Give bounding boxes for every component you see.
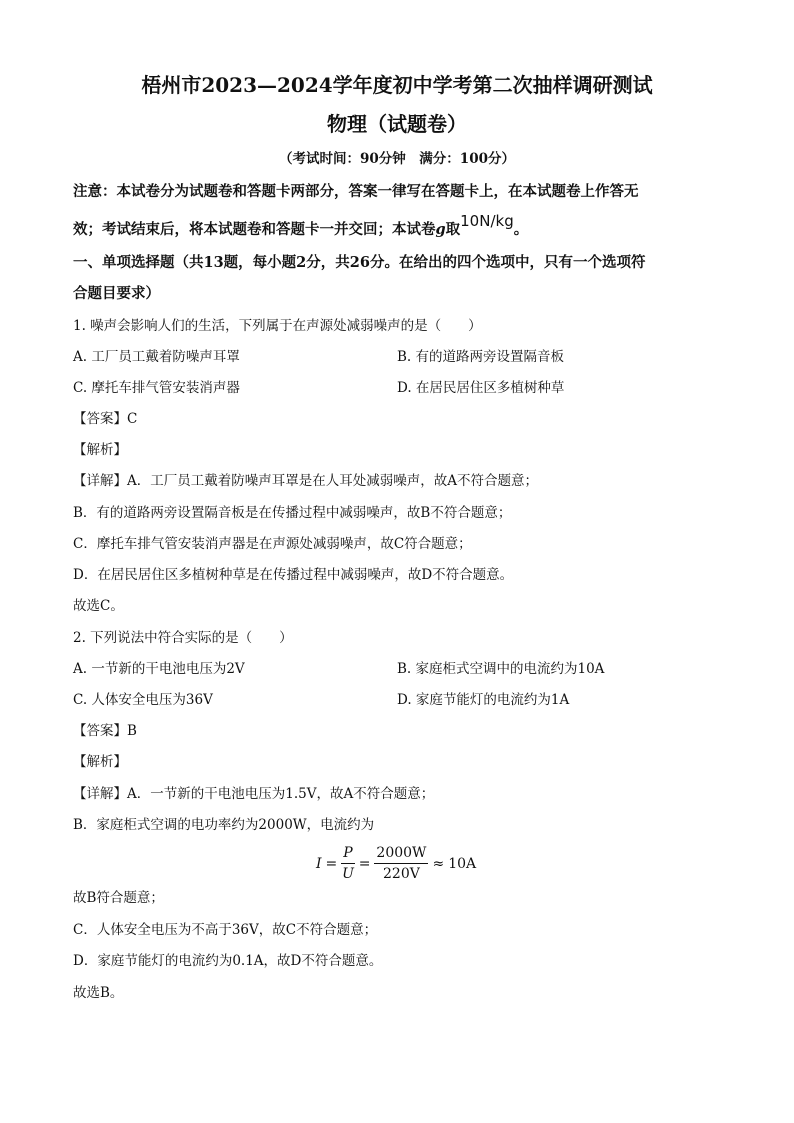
formula-numerator-p: P — [341, 844, 354, 864]
question-2-detail-d: D．家庭节能灯的电流约为0.1A，故D不符合题意。 — [73, 953, 383, 969]
notice-line-2 — [73, 212, 529, 239]
question-2-stem: 2. 下列说法中符合实际的是（ ） — [73, 630, 293, 646]
question-1-conclusion: 故选C。 — [73, 598, 124, 614]
question-2-detail-b-conclusion: 故B符合题意； — [73, 890, 164, 906]
notice-end: 。 — [513, 221, 529, 238]
formula-fraction-values — [374, 844, 428, 883]
question-2-option-d: D. 家庭节能灯的电流约为1A — [397, 692, 570, 708]
notice-take: 取 — [445, 221, 461, 238]
formula-result: 10A — [448, 855, 477, 872]
section-heading-line-1: 一、单项选择题（共13题，每小题2分，共26分。在给出的四个选项中，只有一个选项符 — [73, 254, 646, 271]
question-2-conclusion: 故选B。 — [73, 985, 124, 1001]
question-1-detail-d: D．在居民居住区多植树种草是在传播过程中减弱噪声，故D不符合题意。 — [73, 567, 514, 583]
question-1-detail-a: 【详解】A．工厂员工戴着防噪声耳罩是在人耳处减弱噪声，故A不符合题意； — [73, 473, 538, 489]
formula-lhs: I — [316, 855, 322, 872]
answer-value: B — [127, 723, 137, 739]
current-formula — [316, 844, 476, 888]
question-1-detail-b: B．有的道路两旁设置隔音板是在传播过程中减弱噪声，故B不符合题意； — [73, 505, 512, 521]
notice-text: 效；考试结束后，将本试题卷和答题卡一并交回；本试卷 — [73, 221, 436, 238]
question-2-detail-c: C．人体安全电压为不高于36V，故C不符合题意； — [73, 922, 378, 938]
formula-fraction-p-over-u — [341, 844, 354, 883]
question-2-analysis-label: 【解析】 — [73, 754, 127, 770]
g-value: 10N/kg — [460, 212, 514, 230]
question-2-answer — [73, 722, 137, 740]
answer-label: 【答案】 — [73, 411, 127, 427]
answer-value: C — [127, 411, 138, 427]
question-1-option-d: D. 在居民居住区多植树种草 — [397, 380, 565, 396]
question-1-stem: 1. 噪声会影响人们的生活，下列属于在声源处减弱噪声的是（ ） — [73, 318, 482, 334]
question-2-option-a: A. 一节新的干电池电压为2V — [73, 661, 245, 677]
section-heading-line-2: 合题目要求） — [73, 285, 160, 302]
question-1-option-b: B. 有的道路两旁设置隔音板 — [397, 349, 565, 365]
question-1-option-c: C. 摩托车排气管安装消声器 — [73, 380, 240, 396]
exam-info: （考试时间：90分钟 满分：100分） — [279, 151, 515, 167]
question-1-answer — [73, 410, 137, 428]
formula-equals-2: = — [358, 855, 371, 872]
formula-equals: = — [325, 855, 338, 872]
formula-approx: ≈ — [432, 855, 445, 872]
exam-subtitle: 物理（试题卷） — [327, 112, 467, 136]
formula-numerator-power: 2000W — [374, 844, 428, 864]
question-1-analysis-label: 【解析】 — [73, 442, 127, 458]
g-symbol: g — [435, 221, 446, 238]
question-2-option-b: B. 家庭柜式空调中的电流约为10A — [397, 661, 605, 677]
formula-denominator-voltage: 220V — [383, 866, 420, 882]
question-2-detail-b: B．家庭柜式空调的电功率约为2000W，电流约为 — [73, 817, 375, 833]
formula-denominator-u: U — [342, 866, 354, 882]
notice-line-1: 注意：本试卷分为试题卷和答题卡两部分，答案一律写在答题卡上，在本试题卷上作答无 — [73, 183, 639, 200]
exam-title: 梧州市2023—2024学年度初中学考第二次抽样调研测试 — [141, 73, 653, 97]
question-1-detail-c: C．摩托车排气管安装消声器是在声源处减弱噪声，故C符合题意； — [73, 536, 472, 552]
question-2-detail-a: 【详解】A．一节新的干电池电压为1.5V，故A不符合题意； — [73, 786, 435, 802]
question-1-option-a: A. 工厂员工戴着防噪声耳罩 — [73, 349, 240, 365]
question-2-option-c: C. 人体安全电压为36V — [73, 692, 213, 708]
answer-label: 【答案】 — [73, 723, 127, 739]
